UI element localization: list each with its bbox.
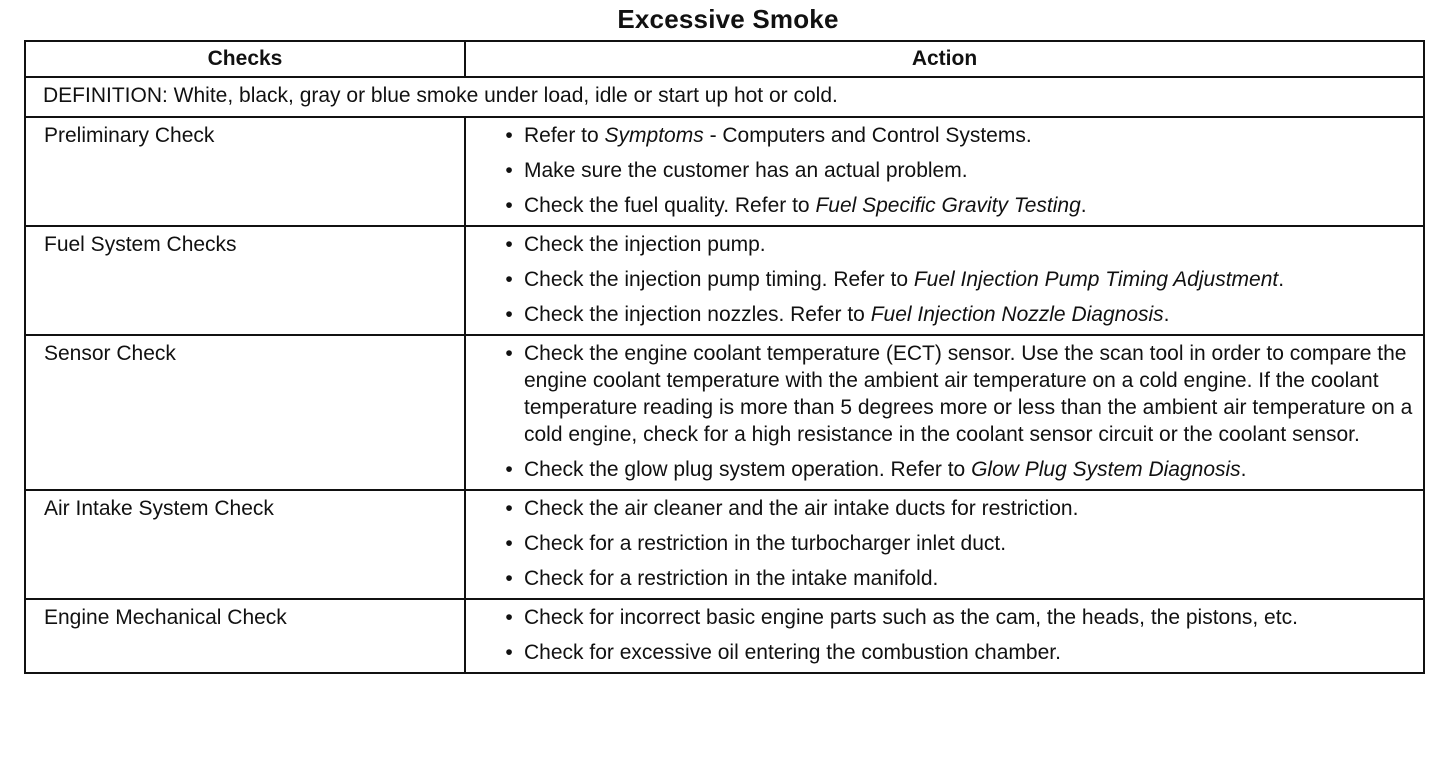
action-item	[502, 122, 1413, 149]
action-text: Check the injection pump timing. Refer to	[524, 268, 914, 291]
table-row	[25, 599, 1424, 673]
action-cell	[465, 226, 1424, 335]
table-row	[25, 226, 1424, 335]
action-item	[502, 157, 1413, 184]
action-item	[502, 565, 1413, 592]
action-text: Refer to	[524, 124, 605, 147]
bullet-icon: •	[505, 159, 513, 182]
bullet-icon: •	[505, 532, 513, 555]
action-list	[502, 122, 1413, 219]
action-list	[502, 604, 1413, 666]
action-text: Check the injection nozzles. Refer to	[524, 303, 871, 326]
header-row	[25, 41, 1424, 77]
bullet-icon: •	[505, 303, 513, 326]
check-name: Air Intake System Check	[25, 490, 465, 599]
bullet-icon: •	[505, 194, 513, 217]
check-name: Sensor Check	[25, 335, 465, 490]
action-text: Check for a restriction in the intake manifold.	[524, 567, 939, 590]
action-cell	[465, 117, 1424, 226]
action-list	[502, 340, 1413, 483]
action-item	[502, 192, 1413, 219]
diagnosis-table	[24, 40, 1425, 674]
reference-title: Fuel Specific Gravity Testing	[815, 194, 1081, 217]
action-text: Check for incorrect basic engine parts such as the cam, the heads, the pistons, etc.	[524, 606, 1298, 629]
bullet-icon: •	[505, 233, 513, 256]
action-item	[502, 604, 1413, 631]
action-text: Check the injection pump.	[524, 233, 766, 256]
action-text: Check for excessive oil entering the combustion chamber.	[524, 641, 1061, 664]
checks-column-header: Checks	[25, 41, 465, 77]
action-text: Check the engine coolant temperature (ECT) sensor. Use the scan tool in order to compare the engine coolant temperature with the ambient air temperature on a cold engine. If the coolant temperature reading is more than 5 degrees more or less than the ambient air temperature on a cold engine, check for a high resistance in the coolant sensor circuit or the coolant sensor.	[524, 342, 1413, 446]
action-text: Check for a restriction in the turbocharger inlet duct.	[524, 532, 1007, 555]
definition-text: DEFINITION: White, black, gray or blue smoke under load, idle or start up hot or cold.	[25, 77, 1424, 117]
action-item	[502, 530, 1413, 557]
action-text: Check the glow plug system operation. Refer to	[524, 458, 972, 481]
bullet-icon: •	[505, 268, 513, 291]
action-item	[502, 231, 1413, 258]
reference-title: Fuel Injection Pump Timing Adjustment	[913, 268, 1279, 291]
table-row	[25, 117, 1424, 226]
action-text-suffix: .	[1278, 268, 1285, 291]
check-name: Preliminary Check	[25, 117, 465, 226]
bullet-icon: •	[505, 497, 513, 520]
action-text: Check the air cleaner and the air intake ducts for restriction.	[524, 497, 1079, 520]
bullet-icon: •	[505, 606, 513, 629]
bullet-icon: •	[505, 567, 513, 590]
bullet-icon: •	[505, 641, 513, 664]
action-text-suffix: - Computers and Control Systems.	[703, 124, 1032, 147]
action-item	[502, 495, 1413, 522]
table-body	[25, 77, 1424, 673]
action-item	[502, 301, 1413, 328]
reference-title: Fuel Injection Nozzle Diagnosis	[870, 303, 1164, 326]
action-cell	[465, 490, 1424, 599]
table-row	[25, 335, 1424, 490]
reference-title: Glow Plug System Diagnosis	[971, 458, 1241, 481]
action-list	[502, 231, 1413, 328]
action-item	[502, 340, 1413, 448]
action-item	[502, 456, 1413, 483]
table-row	[25, 490, 1424, 599]
action-text-suffix: .	[1163, 303, 1170, 326]
action-cell	[465, 335, 1424, 490]
page-title: Excessive Smoke	[617, 4, 839, 34]
action-text-suffix: .	[1240, 458, 1247, 481]
action-column-header: Action	[465, 41, 1424, 77]
reference-title: Symptoms	[604, 124, 704, 147]
action-text-suffix: .	[1080, 194, 1087, 217]
action-item	[502, 266, 1413, 293]
definition-row	[25, 77, 1424, 117]
action-item	[502, 639, 1413, 666]
check-name: Engine Mechanical Check	[25, 599, 465, 673]
check-name: Fuel System Checks	[25, 226, 465, 335]
action-list	[502, 495, 1413, 592]
bullet-icon: •	[505, 124, 513, 147]
action-cell	[465, 599, 1424, 673]
bullet-icon: •	[505, 458, 513, 481]
action-text: Make sure the customer has an actual problem.	[524, 159, 968, 182]
action-text: Check the fuel quality. Refer to	[524, 194, 816, 217]
bullet-icon: •	[505, 342, 513, 365]
